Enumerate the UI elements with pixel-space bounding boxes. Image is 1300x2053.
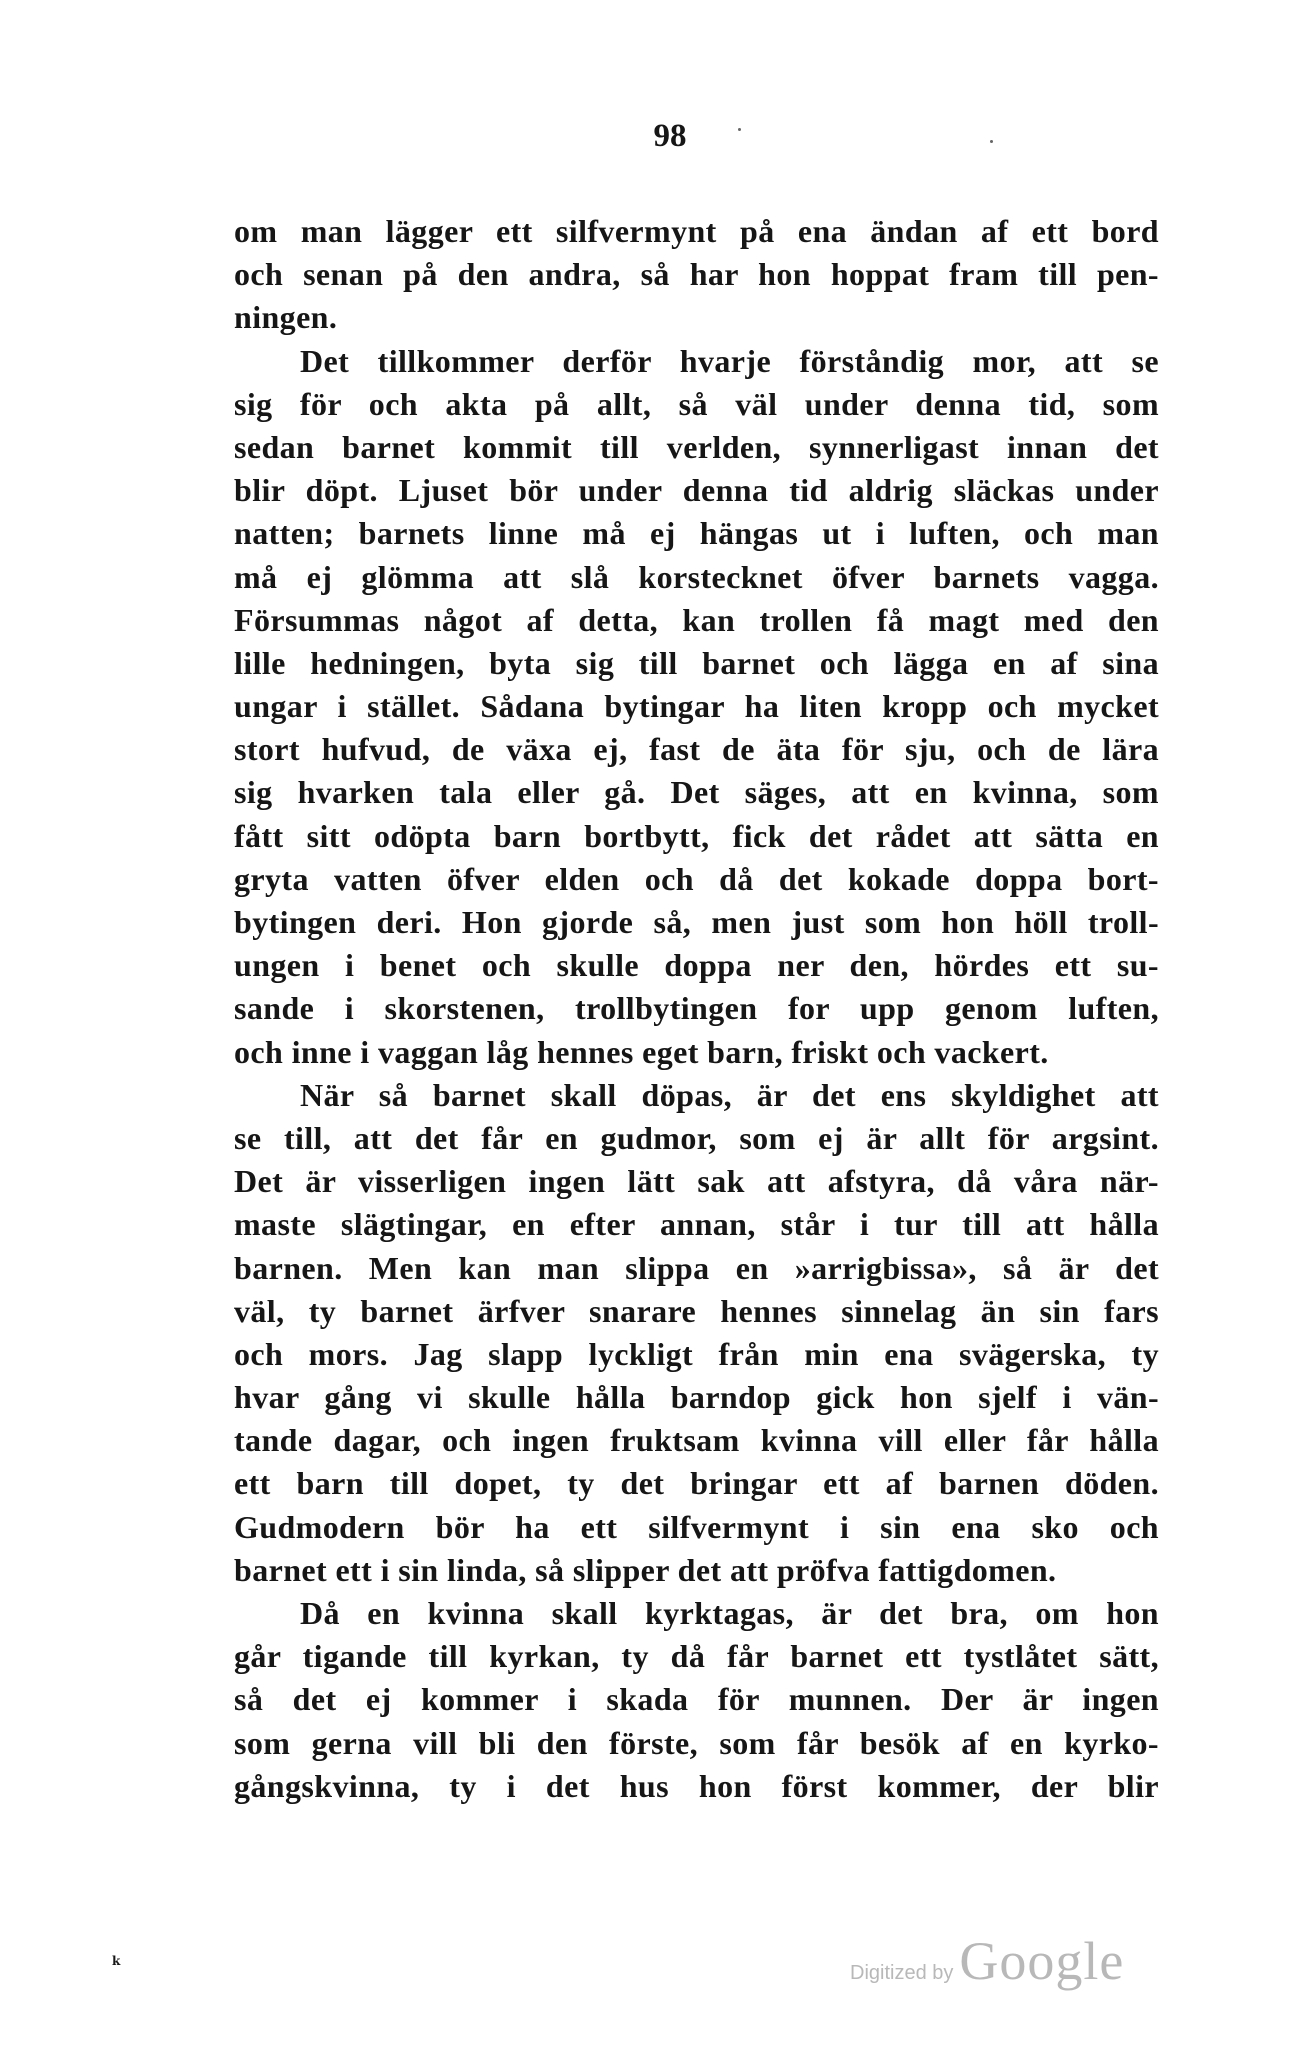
text-line: ungar i stället. Sådana bytingar ha liten kropp och mycket — [234, 688, 1159, 725]
text-line: barnen. Men kan man slippa en »arrigbissa», så är det — [234, 1249, 1159, 1286]
text-line: Försummas något af detta, kan trollen få magt med den — [234, 601, 1159, 638]
text-line: fått sitt odöpta barn bortbytt, fick det rådet att sätta en — [234, 817, 1159, 854]
text-line: sig för och akta på allt, så väl under denna tid, som — [234, 385, 1159, 422]
text-line: maste slägtingar, en efter annan, står i tur till att hålla — [234, 1206, 1159, 1243]
google-logo: Google — [959, 1931, 1125, 1991]
text-line: väl, ty barnet ärfver snarare hennes sinnelag än sin fars — [234, 1292, 1159, 1329]
text-line: se till, att det får en gudmor, som ej är allt för argsint. — [234, 1119, 1159, 1156]
text-line: bytingen deri. Hon gjorde så, men just som hon höll troll- — [234, 904, 1159, 940]
text-line: tande dagar, och ingen fruktsam kvinna vill eller får hålla — [234, 1422, 1159, 1459]
text-line: och inne i vaggan låg hennes eget barn, friskt och vackert. — [234, 1033, 1049, 1070]
page-number: 98 — [653, 118, 687, 154]
text-line: ett barn till dopet, ty det bringar ett af barnen döden. — [234, 1465, 1159, 1502]
text-line: hvar gång vi skulle hålla barndop gick hon sjelf i vän- — [234, 1379, 1159, 1416]
text-line: ungen i benet och skulle doppa ner den, hördes ett su- — [234, 947, 1159, 984]
text-line: blir döpt. Ljuset bör under denna tid aldrig släckas under — [234, 472, 1159, 509]
text-line: må ej glömma att slå korstecknet öfver barnets vagga. — [234, 558, 1159, 595]
text-line: sedan barnet kommit till verlden, synnerligast innan det — [234, 428, 1159, 465]
text-line: barnet ett i sin linda, så slipper det att pröfva fattigdomen. — [234, 1551, 1057, 1588]
text-line: När så barnet skall döpas, är det ens skyldighet att — [300, 1076, 1159, 1113]
text-line: gryta vatten öfver elden och då det kokade doppa bort- — [234, 860, 1159, 897]
text-line: och mors. Jag slapp lyckligt från min ena svägerska, ty — [234, 1335, 1159, 1372]
text-line: går tigande till kyrkan, ty då får barnet ett tystlåtet sätt, — [234, 1638, 1159, 1675]
speck — [738, 128, 741, 131]
text-line: Gudmodern bör ha ett silfvermynt i sin ena sko och — [234, 1508, 1159, 1545]
text-line: ningen. — [234, 299, 338, 336]
body-text — [234, 210, 1159, 1808]
text-line: sande i skorstenen, trollbytingen for upp genom luften, — [234, 990, 1159, 1027]
text-line: som gerna vill bli den förste, som får besök af en kyrko- — [234, 1724, 1159, 1761]
text-line: sig hvarken tala eller gå. Det säges, att en kvinna, som — [234, 774, 1159, 811]
text-line: och senan på den andra, så har hon hoppat fram till pen- — [234, 256, 1159, 293]
digitized-watermark — [850, 1930, 1124, 1992]
text-line: om man lägger ett silfvermynt på ena ändan af ett bord — [234, 213, 1159, 249]
text-line: Då en kvinna skall kyrktagas, är det bra, om hon — [300, 1595, 1159, 1631]
text-line: stort hufvud, de växa ej, fast de äta för sju, och de lära — [234, 731, 1159, 768]
watermark-prefix: Digitized by — [850, 1962, 954, 1984]
text-line: natten; barnets linne må ej hängas ut i luften, och man — [234, 515, 1159, 552]
text-line: lille hedningen, byta sig till barnet och lägga en af sina — [234, 644, 1159, 681]
speck — [990, 140, 993, 143]
text-line: Det tillkommer derför hvarje förståndig mor, att se — [300, 342, 1159, 379]
footer-mark: k — [112, 1954, 121, 1968]
text-line: Det är visserligen ingen lätt sak att afstyra, då våra när- — [234, 1163, 1159, 1200]
text-line: gångskvinna, ty i det hus hon först kommer, der blir — [234, 1767, 1159, 1804]
text-line: så det ej kommer i skada för munnen. Der är ingen — [234, 1681, 1159, 1718]
